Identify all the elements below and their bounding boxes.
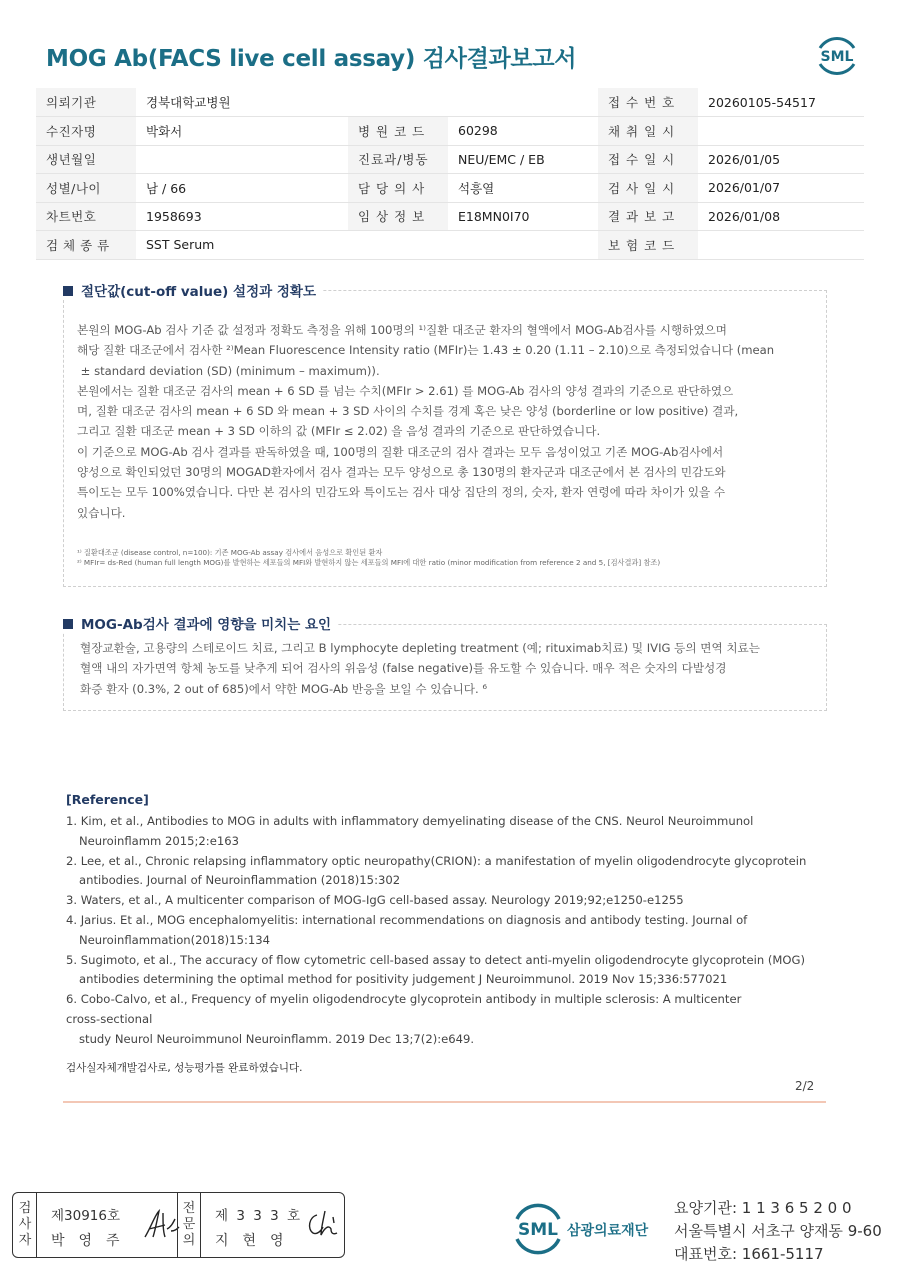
info-label: 검 체 종 류 [36, 231, 136, 260]
cutoff-section-title: 절단값(cut-off value) 설정과 정확도 [63, 280, 322, 300]
specialist-label: 전 문 의 [182, 1201, 196, 1248]
foundation-name: 삼광의료재단 [567, 1223, 649, 1239]
info-value: 박화서 [136, 117, 348, 146]
reference-line: 3. Waters, et al., A multicenter comparison of MOG-IgG cell-based assay. Neurology 2019;92;e1250-e1255 [66, 893, 684, 908]
cutoff-paragraph [77, 320, 817, 523]
info-row [36, 231, 864, 260]
footnote: ²⁾ MFIr= ds-Red (human full length MOG)를 발현하는 세포들의 MFI와 발현하지 않는 세포들의 MFI에 대한 ratio (minor modification from reference 2 and 5, [검사결과] 참조) [77, 558, 661, 567]
reference-line: Neuroinflamm 2015;2:e163 [79, 833, 239, 848]
reference-line: cross-sectional [66, 1011, 153, 1026]
factors-section-title: MOG-Ab검사 결과에 영향을 미치는 요인 [63, 613, 337, 633]
paragraph-line: ± standard deviation (SD) (minimum – maximum)). [77, 363, 380, 378]
paragraph-line: 며, 질환 대조군 검사의 mean + 6 SD 와 mean + 3 SD 사이의 수치를 경계 혹은 낮은 양성 (borderline or low positive) 결과, [77, 404, 739, 419]
cutoff-footnotes [77, 548, 817, 568]
info-value: SST Serum [136, 231, 348, 260]
info-row [36, 174, 864, 203]
info-value: 20260105-54517 [698, 88, 864, 117]
info-value: 2026/01/05 [698, 145, 864, 174]
reference-line: 1. Kim, et al., Antibodies to MOG in adults with inflammatory demyelinating disease of the CNS. Neurol Neuroimmunol [66, 814, 754, 828]
info-label: 채 취 일 시 [598, 117, 698, 146]
info-label: 수진자명 [36, 117, 136, 146]
examiner-name: 박영주 [51, 1233, 134, 1249]
info-row [36, 88, 864, 117]
info-value [136, 145, 348, 174]
paragraph-line: 있습니다. [77, 505, 126, 520]
info-label: 보 험 코 드 [598, 231, 698, 260]
info-value: 60298 [448, 117, 598, 146]
info-label: 의뢰기관 [36, 88, 136, 117]
reference-line: antibodies determining the optimal method for positivity judgement J Neuroimmunol. 2019 Nov 15;336:577021 [79, 972, 728, 987]
info-value [698, 231, 864, 260]
factors-paragraph [80, 638, 820, 699]
info-value: 석흥열 [448, 174, 598, 203]
info-label: 담 당 의 사 [348, 174, 448, 203]
paragraph-line: 혈액 내의 자가면역 항체 농도를 낮추게 되어 검사의 위음성 (false negative)를 유도할 수 있습니다. 매우 적은 숫자의 다발성경 [80, 661, 727, 676]
institution-code: 요양기관: 1 1 3 6 5 2 0 0 [674, 1199, 852, 1217]
paragraph-line: 그리고 질환 대조군 mean + 3 SD 이하의 값 (MFIr ≤ 2.02) 을 음성 결과의 기준으로 판단하였습니다. [77, 424, 601, 439]
info-label: 성별/나이 [36, 174, 136, 203]
info-value [448, 231, 598, 260]
paragraph-line: 특이도는 모두 100%였습니다. 다만 본 검사의 민감도와 특이도는 검사 대상 집단의 정의, 숫자, 환자 연령에 따라 차이가 있을 수 [77, 485, 726, 500]
info-label: 차트번호 [36, 202, 136, 231]
page-number: 2/2 [795, 1079, 815, 1093]
info-label [348, 88, 448, 117]
phone-number: 대표번호: 1661-5117 [674, 1245, 824, 1263]
footnote: ¹⁾ 질환대조군 (disease control, n=100): 기존 MOG-Ab assay 검사에서 음성으로 확인된 환자 [77, 548, 383, 557]
paragraph-line: 이 기준으로 MOG-Ab 검사 결과를 판독하였을 때, 100명의 질환 대조군의 검사 결과는 모두 음성이었고 기존 MOG-Ab검사에서 [77, 444, 724, 459]
specialist-license: 제 3 3 3 호 [215, 1208, 303, 1224]
reference-line: antibodies. Journal of Neuroinflammation (2018)15:302 [79, 873, 401, 888]
validation-note: 검사실자체개발검사로, 성능평가를 완료하였습니다. [66, 1062, 303, 1074]
info-label: 진료과/병동 [348, 145, 448, 174]
info-value [448, 88, 598, 117]
reference-title: [Reference] [66, 792, 149, 807]
signature-stamp [12, 1192, 345, 1258]
examiner-license: 제30916호 [51, 1208, 121, 1224]
info-label: 접 수 일 시 [598, 145, 698, 174]
footer-rule [63, 1101, 826, 1103]
paragraph-line: 해당 질환 대조군에서 검사한 ²⁾Mean Fluorescence Intensity ratio (MFIr)는 1.43 ± 0.20 (1.11 – 2.10)으로 측정되었습니다 (mean [77, 343, 775, 358]
info-value: 경북대학교병원 [136, 88, 348, 117]
reference-line: 6. Cobo-Calvo, et al., Frequency of myelin oligodendrocyte glycoprotein antibody in multiple sclerosis: A multicenter [66, 992, 742, 1007]
examiner-label: 검 사 자 [18, 1201, 32, 1248]
foundation-info [674, 1197, 882, 1266]
info-label: 결 과 보 고 [598, 202, 698, 231]
info-row [36, 117, 864, 146]
info-value: 남 / 66 [136, 174, 348, 203]
info-row [36, 202, 864, 231]
section-bullet-icon [63, 619, 73, 629]
reference-line: Neuroinflammation(2018)15:134 [79, 932, 270, 947]
reference-line: 5. Sugimoto, et al., The accuracy of flow cytometric cell-based assay to detect anti-myelin oligodendrocyte glycoprotein (MOG) [66, 952, 806, 967]
info-row [36, 145, 864, 174]
sml-foundation-logo-text: SML [518, 1220, 558, 1240]
sml-logo [812, 30, 862, 80]
examiner-signature [141, 1207, 181, 1243]
reference-line: 4. Jarius. Et al., MOG encephalomyelitis: international recommendations on diagnosis and antibody testing. Journal of [66, 912, 748, 927]
paragraph-line: 본원에서는 질환 대조군 검사의 mean + 6 SD 를 넘는 수치(MFIr > 2.61) 를 MOG-Ab 검사의 양성 결과의 기준으로 판단하였으 [77, 383, 734, 398]
specialist-signature [303, 1207, 345, 1241]
info-label [348, 231, 448, 260]
section-bullet-icon [63, 286, 73, 296]
paragraph-line: 본원의 MOG-Ab 검사 기준 값 설정과 정확도 측정을 위해 100명의 ¹⁾질환 대조군 환자의 혈액에서 MOG-Ab검사를 시행하였으며 [77, 323, 727, 337]
reference-line: study Neurol Neuroimmunol Neuroinflamm. 2019 Dec 13;7(2):e649. [79, 1031, 475, 1046]
specialist-name: 지현영 [215, 1233, 298, 1249]
info-label: 생년월일 [36, 145, 136, 174]
info-value [698, 117, 864, 146]
info-value: 1958693 [136, 202, 348, 231]
sml-foundation-logo [509, 1199, 567, 1257]
report-title: MOG Ab(FACS live cell assay) 검사결과보고서 [46, 46, 577, 72]
reference-line: 2. Lee, et al., Chronic relapsing inflammatory optic neuropathy(CRION): a manifestation of myelin oligodendrocyte glycoprotein [66, 853, 807, 868]
sml-logo-text: SML [820, 49, 854, 65]
info-label: 접 수 번 호 [598, 88, 698, 117]
paragraph-line: 혈장교환술, 고용량의 스테로이드 치료, 그리고 B lymphocyte depleting treatment (예; rituximab치료) 및 IVIG 등의 면역 치료는 [80, 641, 760, 655]
info-label: 임 상 정 보 [348, 202, 448, 231]
info-value: E18MN0I70 [448, 202, 598, 231]
patient-info-table [36, 88, 864, 260]
foundation-address: 서울특별시 서초구 양재동 9-60 [674, 1222, 882, 1240]
reference-list [66, 812, 836, 1050]
paragraph-line: 화증 환자 (0.3%, 2 out of 685)에서 약한 MOG-Ab 반응을 보일 수 있습니다. ⁶ [80, 681, 488, 696]
info-label: 병 원 코 드 [348, 117, 448, 146]
info-label: 검 사 일 시 [598, 174, 698, 203]
info-value: 2026/01/08 [698, 202, 864, 231]
info-value: 2026/01/07 [698, 174, 864, 203]
paragraph-line: 양성으로 확인되었던 30명의 MOGAD환자에서 검사 결과는 모두 양성으로 총 130명의 환자군과 대조군에서 본 검사의 민감도와 [77, 465, 726, 480]
info-value: NEU/EMC / EB [448, 145, 598, 174]
